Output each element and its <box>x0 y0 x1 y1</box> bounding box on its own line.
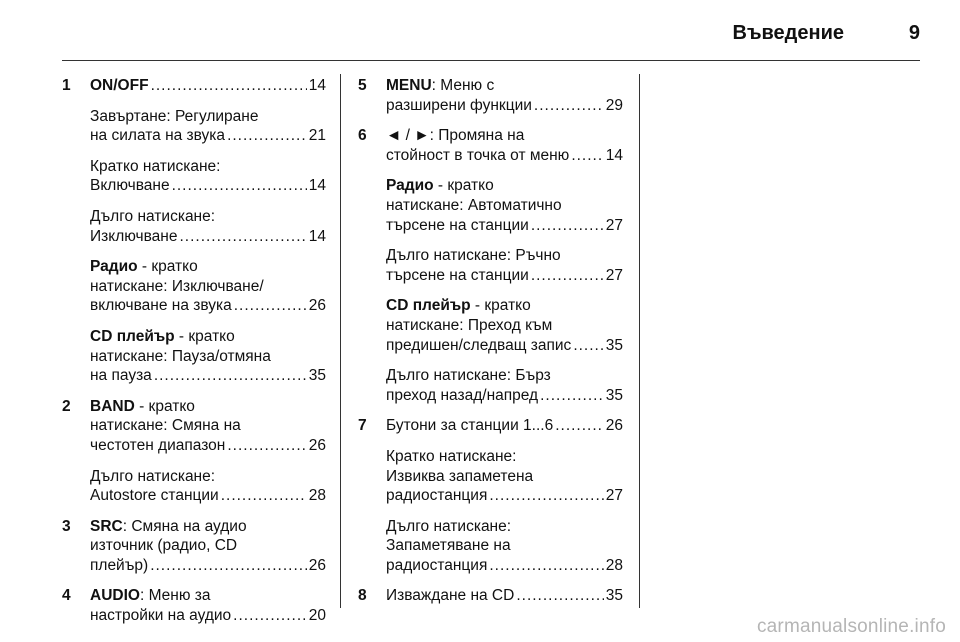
entry-paragraph <box>90 517 326 576</box>
entry-line <box>90 366 326 386</box>
entry-line <box>90 416 326 436</box>
entry-paragraph <box>386 296 623 355</box>
entry-paragraph <box>90 76 326 96</box>
entry-line <box>90 257 326 277</box>
legend-item <box>62 517 326 576</box>
entry-line <box>386 556 623 576</box>
entry-text: търсене на станции <box>386 266 529 284</box>
entry-paragraph <box>90 397 326 456</box>
entry-paragraph <box>386 517 623 576</box>
item-number: 4 <box>62 587 71 605</box>
legend-item <box>358 126 623 405</box>
entry-text: : Смяна на аудио <box>122 517 247 535</box>
entry-text: Дълго натискане: <box>90 207 216 225</box>
entry-text: Извиква запаметена <box>386 467 534 485</box>
entry-paragraph <box>90 257 326 316</box>
entry-text: разширени функции <box>386 96 532 114</box>
entry-line <box>386 126 623 146</box>
column-divider <box>340 74 341 608</box>
entry-paragraph <box>386 366 623 405</box>
entry-text: честотен диапазон <box>90 436 226 454</box>
entry-line <box>386 316 623 336</box>
entry-line <box>386 416 623 436</box>
legend-item <box>62 76 326 386</box>
page-reference: 26 <box>308 436 326 454</box>
page-reference: 26 <box>308 297 326 315</box>
entry-line <box>90 536 326 556</box>
page-reference: 27 <box>605 216 623 234</box>
page-reference: 26 <box>605 417 623 435</box>
page-reference: 14 <box>605 146 623 164</box>
entry-paragraph <box>90 157 326 196</box>
entry-text: Дълго натискане: Ръчно <box>386 247 561 265</box>
entry-text: натискане: Автоматично <box>386 196 562 214</box>
item-number: 3 <box>62 517 71 535</box>
entry-text: Бутони за станции 1...6 <box>386 417 554 435</box>
page-reference: 14 <box>308 227 326 245</box>
entry-line <box>90 556 326 576</box>
entry-line <box>386 486 623 506</box>
entry-text: Включване <box>90 177 170 195</box>
item-number: 5 <box>358 77 367 94</box>
entry-text: ◄ / ►: Промяна на <box>386 127 525 145</box>
page-reference: 27 <box>605 487 623 505</box>
entry-line <box>90 397 326 417</box>
control-name: Радио <box>386 177 434 195</box>
entry-line <box>386 246 623 266</box>
page-reference: 14 <box>308 177 326 195</box>
entry-line <box>90 327 326 347</box>
entry-text: Дълго натискане: <box>386 517 512 535</box>
control-name: BAND <box>90 397 135 415</box>
entry-text: Кратко натискане: <box>90 157 221 175</box>
legend-item <box>62 397 326 506</box>
dot-leader <box>516 586 603 606</box>
dot-leader <box>555 416 604 436</box>
entry-text: : Меню за <box>139 587 211 605</box>
entry-text: преход назад/напред <box>386 386 539 404</box>
entry-line <box>90 277 326 297</box>
entry-line <box>90 296 326 316</box>
entry-line <box>90 207 326 227</box>
entry-paragraph <box>90 327 326 386</box>
item-number: 6 <box>358 127 367 145</box>
entry-paragraph <box>386 76 623 115</box>
entry-paragraph <box>386 246 623 285</box>
entry-paragraph <box>386 447 623 506</box>
watermark: carmanualsonline.info <box>756 616 946 637</box>
entry-text: натискане: Изключване/ <box>90 277 264 295</box>
entry-line <box>386 146 623 166</box>
entry-line <box>90 347 326 367</box>
entry-line <box>90 126 326 146</box>
entry-line <box>386 366 623 386</box>
entry-paragraph <box>90 107 326 146</box>
control-name: MENU <box>386 77 432 94</box>
dot-leader <box>179 227 306 247</box>
control-name: ON/OFF <box>90 77 149 94</box>
entry-text: радиостанция <box>386 556 488 574</box>
dot-leader <box>151 76 307 96</box>
dot-leader <box>531 216 604 236</box>
entry-line <box>90 586 326 606</box>
dot-leader <box>227 126 307 146</box>
entry-line <box>90 606 326 626</box>
dot-leader <box>150 556 307 576</box>
entry-text: - кратко <box>174 327 235 345</box>
entry-line <box>90 107 326 127</box>
dot-leader <box>489 556 603 576</box>
legend-item <box>358 76 623 115</box>
entry-line <box>90 517 326 537</box>
control-name: Радио <box>90 258 138 276</box>
entry-text: източник (радио, CD <box>90 537 238 555</box>
page-reference: 35 <box>605 587 623 605</box>
dot-leader <box>172 176 307 196</box>
entry-text: включване на звука <box>90 297 232 315</box>
page-reference: 35 <box>605 336 623 354</box>
entry-line <box>386 336 623 356</box>
entry-text: Изваждане на CD <box>386 587 515 605</box>
entry-paragraph <box>386 176 623 235</box>
dot-leader <box>233 606 307 626</box>
page-reference: 14 <box>308 77 326 94</box>
entry-paragraph <box>90 207 326 246</box>
page-reference: 35 <box>308 367 326 385</box>
entry-line <box>90 436 326 456</box>
entry-line <box>386 176 623 196</box>
entry-text: : Меню с <box>431 77 495 94</box>
control-name: SRC <box>90 517 123 535</box>
page-number: 9 <box>908 22 920 44</box>
dot-leader <box>234 296 307 316</box>
legend-item <box>358 586 623 606</box>
entry-line <box>90 157 326 177</box>
item-number: 1 <box>62 77 71 94</box>
page-reference: 20 <box>308 607 326 625</box>
dot-leader <box>531 266 604 286</box>
page-reference: 28 <box>308 487 326 505</box>
entry-paragraph <box>386 126 623 165</box>
item-number: 2 <box>62 397 71 415</box>
control-name: CD плейър <box>386 297 471 315</box>
entry-text: - кратко <box>137 258 198 276</box>
entry-text: плейър) <box>90 556 149 574</box>
entry-line <box>386 296 623 316</box>
control-name: AUDIO <box>90 587 140 605</box>
entry-text: Autostore станции <box>90 487 219 505</box>
entry-line <box>386 447 623 467</box>
entry-text: Завъртане: Регулиране <box>90 107 259 125</box>
dot-leader <box>571 146 603 166</box>
page-reference: 26 <box>308 556 326 574</box>
entry-text: на пауза <box>90 367 152 385</box>
entry-text: радиостанция <box>386 487 488 505</box>
page-reference: 27 <box>605 266 623 284</box>
entry-line <box>90 227 326 247</box>
entry-line <box>90 467 326 487</box>
item-number: 8 <box>358 587 367 605</box>
column-middle <box>358 76 623 606</box>
entry-text: Дълго натискане: Бърз <box>386 367 551 385</box>
entry-paragraph <box>386 416 623 436</box>
legend-item <box>62 586 326 625</box>
page-reference: 21 <box>308 127 326 145</box>
dot-leader <box>221 486 307 506</box>
entry-line <box>386 586 623 606</box>
entry-text: Дълго натискане: <box>90 467 216 485</box>
entry-text: натискане: Пауза/отмяна <box>90 347 271 365</box>
entry-paragraph <box>90 586 326 625</box>
entry-line <box>386 386 623 406</box>
entry-text: предишен/следващ запис <box>386 336 572 354</box>
entry-line <box>386 266 623 286</box>
entry-paragraph <box>386 586 623 606</box>
entry-paragraph <box>90 467 326 506</box>
entry-text: на силата на звука <box>90 127 226 145</box>
page-reference: 28 <box>605 556 623 574</box>
dot-leader <box>154 366 307 386</box>
legend-item <box>358 416 623 575</box>
dot-leader <box>534 96 604 116</box>
entry-text: стойност в точка от меню <box>386 146 570 164</box>
entry-text: натискане: Смяна на <box>90 417 241 435</box>
entry-text: Запаметяване на <box>386 537 511 555</box>
column-left <box>62 76 326 626</box>
entry-line <box>90 486 326 506</box>
entry-text: Изключване <box>90 227 178 245</box>
entry-text: настройки на аудио <box>90 607 232 625</box>
page-reference: 35 <box>605 386 623 404</box>
entry-line <box>386 96 623 116</box>
entry-line <box>90 176 326 196</box>
page-header <box>62 18 920 58</box>
entry-line <box>90 76 326 96</box>
control-name: CD плейър <box>90 327 175 345</box>
entry-text: - кратко <box>433 177 494 195</box>
entry-line <box>386 517 623 537</box>
header-rule <box>62 60 920 61</box>
entry-text: - кратко <box>470 297 531 315</box>
dot-leader <box>540 386 604 406</box>
entry-line <box>386 76 623 96</box>
dot-leader <box>489 486 603 506</box>
entry-line <box>386 196 623 216</box>
item-number: 7 <box>358 417 367 435</box>
entry-line <box>386 536 623 556</box>
page-reference: 29 <box>605 96 623 114</box>
entry-text: натискане: Преход към <box>386 316 553 334</box>
page-title: Въведение <box>732 22 844 44</box>
dot-leader <box>227 436 306 456</box>
entry-text: търсене на станции <box>386 216 529 234</box>
entry-line <box>386 216 623 236</box>
entry-text: Кратко натискане: <box>386 447 517 465</box>
column-divider <box>639 74 640 608</box>
dot-leader <box>573 336 603 356</box>
entry-line <box>386 467 623 487</box>
entry-text: - кратко <box>134 397 195 415</box>
